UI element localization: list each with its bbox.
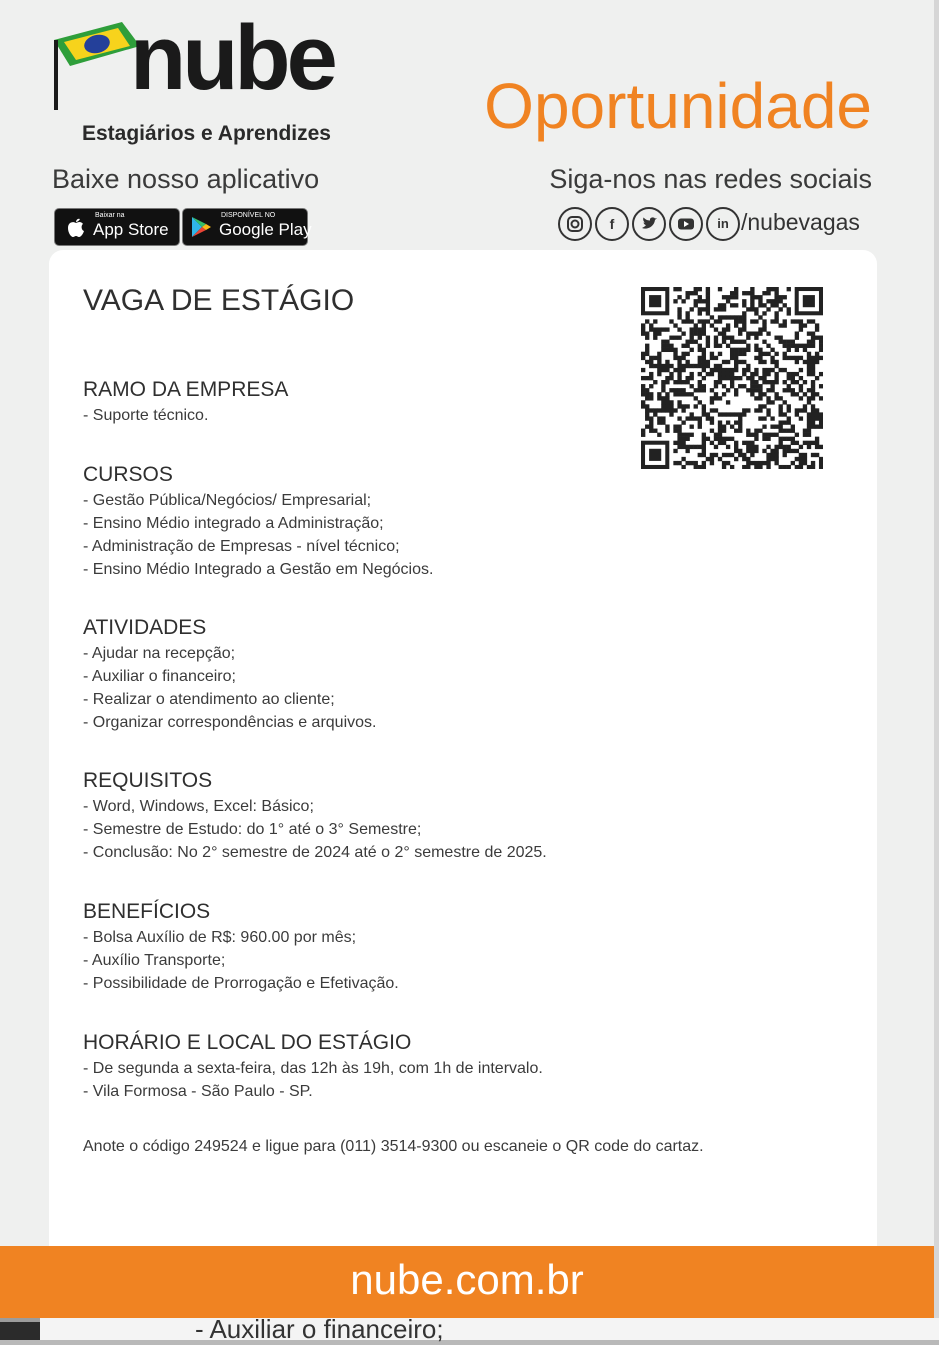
- logo-wordmark: nube: [130, 7, 334, 109]
- section-line: - Organizar correspondências e arquivos.: [83, 714, 377, 731]
- logo-subtitle: Estagiários e Aprendizes: [82, 122, 331, 145]
- section-line: - Semestre de Estudo: do 1° até o 3° Semestre;: [83, 821, 422, 838]
- section-requisitos: [83, 769, 547, 864]
- section-cursos: [83, 463, 433, 581]
- section-heading: BENEFÍCIOS: [83, 900, 211, 923]
- section-line: - Vila Formosa - São Paulo - SP.: [83, 1083, 313, 1100]
- section-line: - De segunda a sexta-feira, das 12h às 19h, com 1h de intervalo.: [83, 1060, 543, 1077]
- footer-bar: [0, 1246, 934, 1318]
- google-play-label: Google Play: [219, 220, 312, 239]
- next-page-preview: [0, 1314, 939, 1344]
- google-play-button[interactable]: [182, 208, 312, 246]
- qr-code: [641, 287, 823, 469]
- twitter-icon[interactable]: [632, 207, 666, 241]
- next-page-sheet: [40, 1318, 939, 1340]
- contact-note: Anote o código 249524 e ligue para (011) 3514-9300 ou escaneie o QR code do cartaz.: [83, 1138, 704, 1155]
- section-line: - Suporte técnico.: [83, 407, 209, 424]
- section-ramo: [83, 378, 288, 427]
- job-card: [49, 250, 877, 1270]
- nube-logo: [52, 7, 352, 148]
- section-line: - Ajudar na recepção;: [83, 645, 236, 662]
- viewer-dark-strip: [0, 1322, 40, 1340]
- section-line: - Administração de Empresas - nível técnico;: [83, 538, 400, 555]
- section-heading: HORÁRIO E LOCAL DO ESTÁGIO: [83, 1031, 412, 1054]
- section-line: - Ensino Médio Integrado a Gestão em Negócios.: [83, 561, 434, 578]
- section-line: - Conclusão: No 2° semestre de 2024 até o 2° semestre de 2025.: [83, 844, 547, 861]
- section-line: - Ensino Médio integrado a Administração;: [83, 515, 384, 532]
- app-store-button[interactable]: [54, 208, 180, 246]
- section-heading: ATIVIDADES: [83, 616, 207, 639]
- linkedin-icon[interactable]: in: [706, 207, 740, 241]
- youtube-icon[interactable]: [669, 207, 703, 241]
- section-heading: REQUISITOS: [83, 769, 213, 792]
- section-line: - Realizar o atendimento ao cliente;: [83, 691, 335, 708]
- play-icon: [189, 215, 213, 239]
- section-line: - Auxílio Transporte;: [83, 952, 226, 969]
- section-heading: RAMO DA EMPRESA: [83, 378, 289, 401]
- apple-icon: [65, 215, 87, 239]
- app-store-small: Baixar na: [95, 212, 125, 219]
- section-beneficios: [83, 900, 399, 995]
- next-page-text: - Auxiliar o financeiro;: [195, 1314, 444, 1344]
- section-line: - Possibilidade de Prorrogação e Efetivação.: [83, 975, 399, 992]
- section-line: - Word, Windows, Excel: Básico;: [83, 798, 314, 815]
- section-horario: [83, 1031, 543, 1103]
- job-title: VAGA DE ESTÁGIO: [83, 284, 355, 317]
- section-heading: CURSOS: [83, 463, 173, 486]
- app-download-text: Baixe nosso aplicativo: [52, 164, 320, 194]
- app-store-label: App Store: [93, 220, 169, 239]
- social-handle[interactable]: /nubevagas: [741, 209, 860, 235]
- section-line: - Auxiliar o financeiro;: [83, 668, 236, 685]
- section-line: - Bolsa Auxílio de R$: 960.00 por mês;: [83, 929, 357, 946]
- google-play-small: DISPONÍVEL NO: [221, 212, 276, 219]
- facebook-icon[interactable]: f: [595, 207, 629, 241]
- section-atividades: [83, 616, 376, 734]
- viewer-edge: [934, 0, 939, 1340]
- instagram-icon[interactable]: [558, 207, 592, 241]
- headline: Oportunidade: [484, 70, 872, 142]
- section-line: - Gestão Pública/Negócios/ Empresarial;: [83, 492, 372, 509]
- social-follow-text: Siga-nos nas redes sociais: [549, 164, 872, 194]
- website-link[interactable]: nube.com.br: [350, 1256, 584, 1303]
